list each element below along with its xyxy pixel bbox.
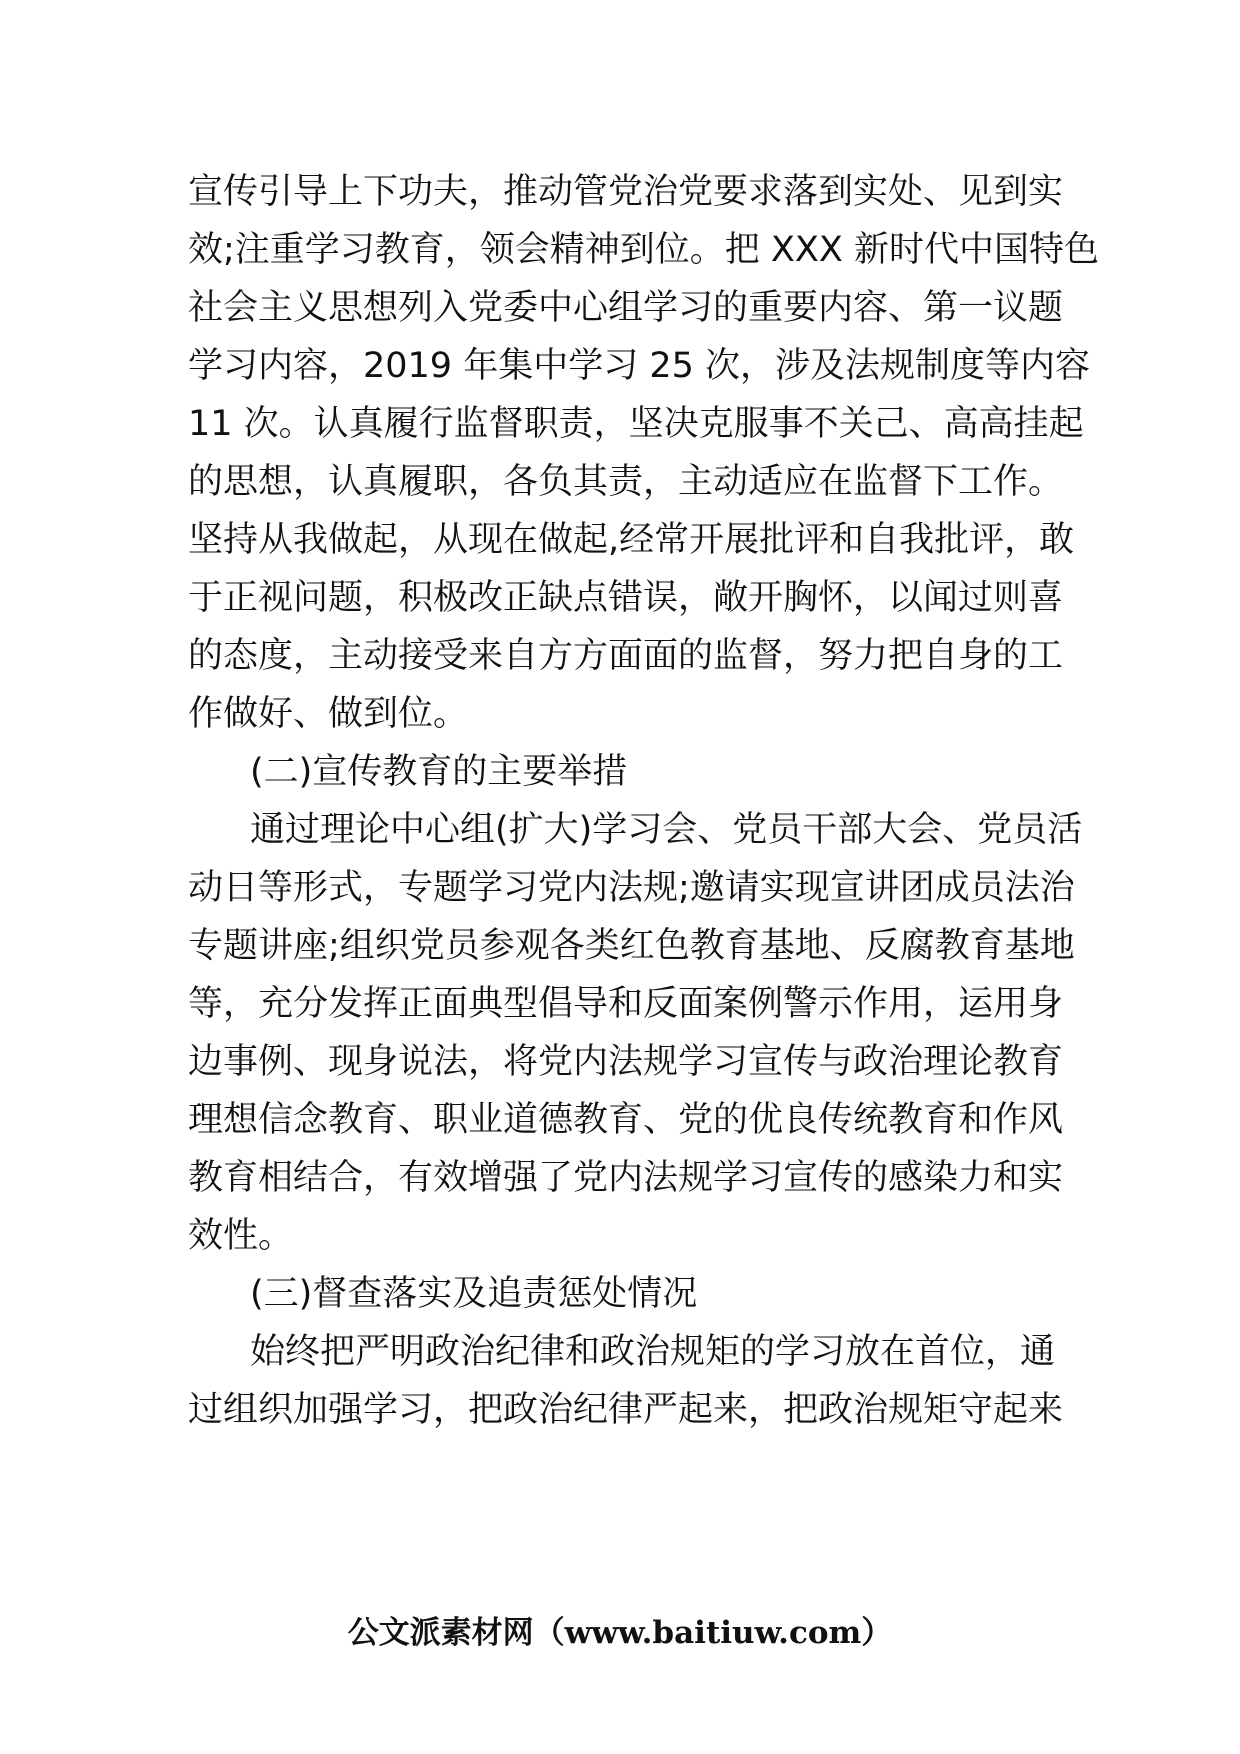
text-line: 的思想，认真履职，各负其责，主动适应在监督下工作。 — [188, 462, 1064, 502]
text-line: 宣传引导上下功夫，推动管党治党要求落到实处、见到实 — [188, 172, 1064, 212]
text-line: 效;注重学习教育，领会精神到位。把 XXX 新时代中国特色 — [188, 230, 1099, 270]
section-heading: (二)宣传教育的主要举措 — [250, 752, 628, 792]
section-heading: (三)督查落实及追责惩处情况 — [250, 1274, 698, 1314]
text-line: 的态度，主动接受来自方方面面的监督，努力把自身的工 — [188, 636, 1064, 676]
text-line: 过组织加强学习，把政治纪律严起来，把政治规矩守起来 — [188, 1390, 1064, 1430]
text-line: 边事例、现身说法，将党内法规学习宣传与政治理论教育 — [188, 1042, 1064, 1082]
text-line: 理想信念教育、职业道德教育、党的优良传统教育和作风 — [188, 1100, 1064, 1140]
text-line: 于正视问题，积极改正缺点错误，敞开胸怀，以闻过则喜 — [188, 578, 1064, 618]
text-line: 作做好、做到位。 — [188, 694, 469, 734]
text-line: 11 次。认真履行监督职责，坚决克服事不关己、高高挂起 — [188, 404, 1084, 444]
text-line: 通过理论中心组(扩大)学习会、党员干部大会、党员活 — [250, 810, 1083, 850]
text-line: 效性。 — [188, 1216, 294, 1256]
text-line: 社会主义思想列入党委中心组学习的重要内容、第一议题 — [188, 288, 1064, 328]
text-line: 学习内容，2019 年集中学习 25 次，涉及法规制度等内容 — [188, 346, 1090, 386]
text-line: 坚持从我做起，从现在做起,经常开展批评和自我批评，敢 — [188, 520, 1075, 560]
text-line: 动日等形式，专题学习党内法规;邀请实现宣讲团成员法治 — [188, 868, 1075, 908]
text-line: 专题讲座;组织党员参观各类红色教育基地、反腐教育基地 — [188, 926, 1075, 966]
text-line: 教育相结合，有效增强了党内法规学习宣传的感染力和实 — [188, 1158, 1064, 1198]
text-line: 等，充分发挥正面典型倡导和反面案例警示作用，运用身 — [188, 984, 1064, 1024]
footer-watermark: 公文派素材网（www.baitiuw.com） — [347, 1615, 893, 1651]
text-line: 始终把严明政治纪律和政治规矩的学习放在首位，通 — [250, 1332, 1056, 1372]
